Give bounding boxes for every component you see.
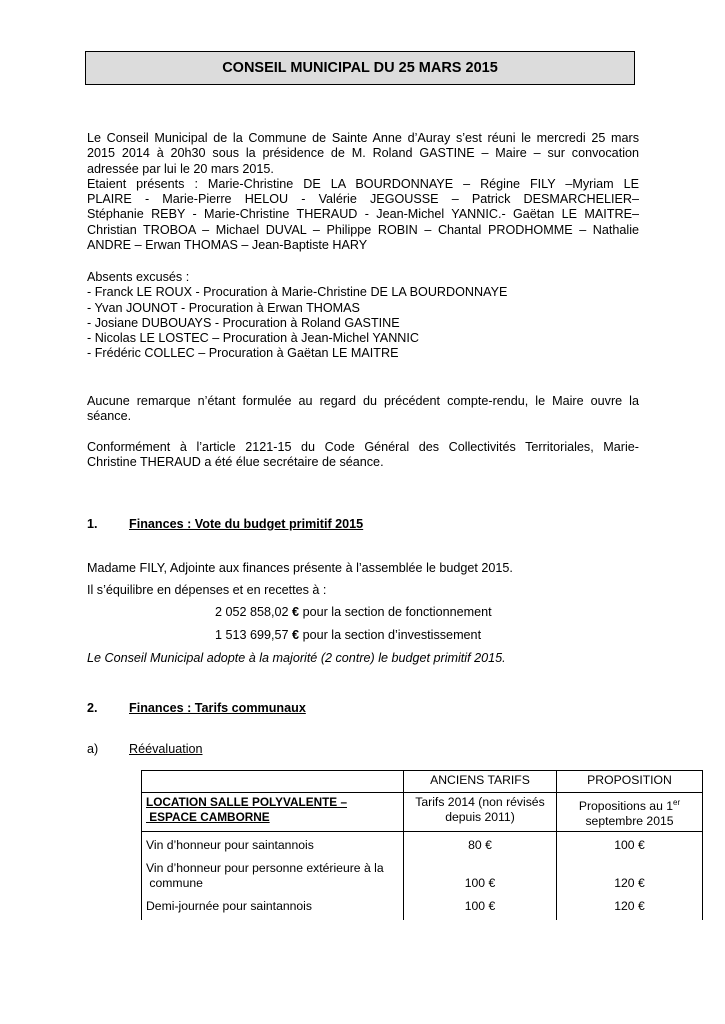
table-row [142,855,703,893]
old-tarif-heading-cell [404,793,557,832]
location-line: ESPACE CAMBORNE [146,810,270,824]
row-new-value: 100 € [557,832,703,856]
row-old-value: 80 € [404,832,557,856]
row-new-value: 120 € [557,893,703,920]
intro-line: adressée par lui le 20 mars 2015. [87,161,274,176]
table-row [142,832,703,856]
table-header-empty [142,771,404,793]
remark-line: séance. [87,409,132,424]
intro-line: Etaient présents : Marie-Christine DE LA BOURDONNAYE – Régine FILY –Myriam LE [87,176,639,191]
section1-title: Finances : Vote du budget primitif 2015 [129,517,364,531]
old-tarif-line: depuis 2011) [445,810,515,824]
subsection-letter: a) [87,742,99,756]
budget-decision: Le Conseil Municipal adopte à la majorité (2 contre) le budget primitif 2015. [87,651,506,665]
absent-item: - Nicolas LE LOSTEC – Procuration à Jean-Michel YANNIC [87,331,419,346]
intro-line: Stéphanie REBY - Marie-Christine THERAUD - Jean-Michel YANNIC.- Gaëtan LE MAITRE– [87,207,639,222]
table-row [142,893,703,920]
amount-investissement [215,628,481,642]
section1-number: 1. [87,517,98,531]
absent-item: - Josiane DUBOUAYS - Procuration à Roland GASTINE [87,315,400,330]
row-label [142,855,404,893]
table-row [142,793,703,832]
proposition-line: septembre 2015 [585,814,674,829]
proposition-line [561,795,698,814]
row-label-line: Vin d’honneur pour personne extérieure à la [146,861,384,876]
intro-paragraph [87,131,639,253]
intro-line: Le Conseil Municipal de la Commune de Sainte Anne d’Auray s’est réuni le mercredi 25 mars [87,131,639,145]
section2-number: 2. [87,701,98,715]
amount-label: pour la section de fonctionnement [302,605,492,619]
location-cell [142,793,404,832]
intro-line: Christian TROBOA – Michael DUVAL – Philippe ROBIN – Chantal PRODHOMME – Nathalie [87,222,639,237]
row-label-line: commune [146,876,203,891]
secretary-paragraph [87,440,639,471]
absent-item: - Yvan JOUNOT - Procuration à Erwan THOMAS [87,300,360,315]
row-old-value: 100 € [404,855,557,893]
remark-paragraph [87,394,639,425]
euro-sign: € [292,628,300,642]
amount-label: pour la section d’investissement [302,628,482,642]
budget-balance: Il s’équilibre en dépenses et en recettes à : [87,583,327,597]
old-tarif-line: Tarifs 2014 (non révisés [415,795,545,809]
location-line: LOCATION SALLE POLYVALENTE – [146,795,348,809]
remark-line: Aucune remarque n’étant formulée au regard du précédent compte-rendu, le Maire ouvre la [87,394,639,408]
section2-title: Finances : Tarifs communaux [129,701,306,715]
proposition-text: Propositions au 1 [578,799,674,814]
budget-presentation: Madame FILY, Adjointe aux finances présente à l’assemblée le budget 2015. [87,561,513,575]
intro-line: 2015 2014 à 20h30 sous la présidence de M. Roland GASTINE – Maire – sur convocation [87,146,639,161]
header-proposition: PROPOSITION [557,771,703,793]
header-anciens-tarifs: ANCIENS TARIFS [404,771,557,793]
row-label: Vin d’honneur pour saintannois [142,832,404,856]
absent-item: - Franck LE ROUX - Procuration à Marie-Christine DE LA BOURDONNAYE [87,285,508,300]
table-header-row [142,771,703,793]
amount-value: 2 052 858,02 [215,605,289,619]
amount-value: 1 513 699,57 [215,628,289,642]
row-old-value: 100 € [404,893,557,920]
proposition-heading-cell [557,793,703,832]
proposition-sup: er [673,798,681,807]
intro-line: ANDRE – Erwan THOMAS – Jean-Baptiste HARY [87,238,368,253]
secretary-line: Conformément à l’article 2121-15 du Code Général des Collectivités Territoriales, Marie- [87,440,639,454]
tarifs-table [141,770,703,920]
page-title: CONSEIL MUNICIPAL DU 25 MARS 2015 [85,51,635,85]
row-label: Demi-journée pour saintannois [142,893,404,920]
intro-line: PLAIRE - Marie-Pierre HELOU - Valérie JEGOUSSE – Patrick DESMARCHELIER– [87,192,639,207]
amount-fonctionnement [215,605,492,619]
absent-item: - Frédéric COLLEC – Procuration à Gaëtan LE MAITRE [87,346,399,361]
absents-list [87,270,639,362]
subsection-title: Réévaluation [129,742,203,756]
euro-sign: € [292,605,300,619]
secretary-line: Christine THERAUD a été élue secrétaire de séance. [87,455,384,470]
absents-title: Absents excusés : [87,270,190,284]
row-new-value: 120 € [557,855,703,893]
